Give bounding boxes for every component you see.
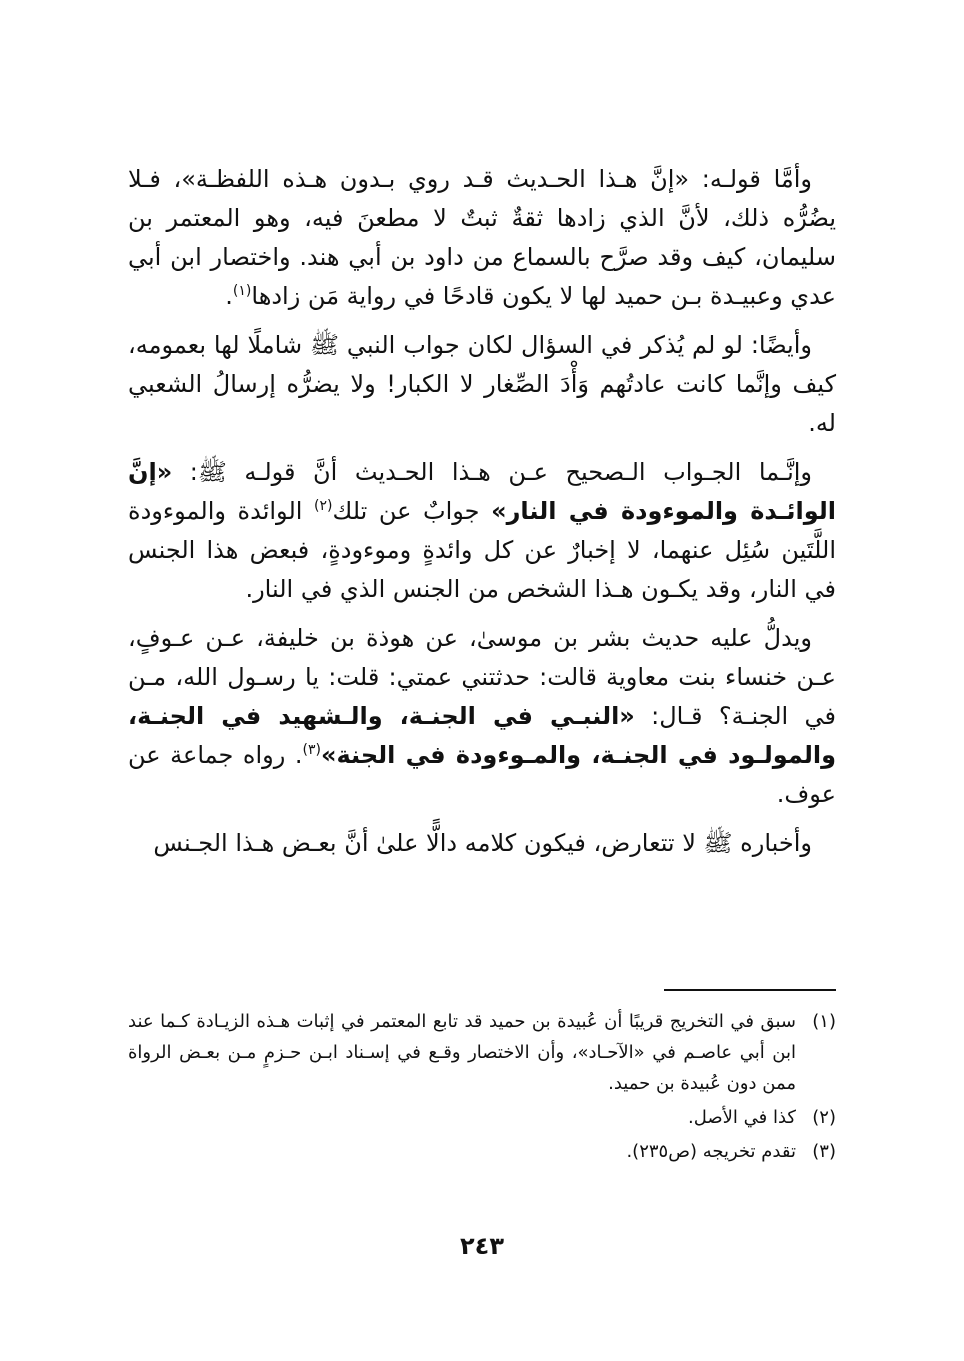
footnote-2-number: (٢) [812,1107,836,1128]
footnote-1-text: سبق في التخريج قريبًا أن عُبيدة بن حميد قد تابع المعتمر في إثبات هـذه الزيـادة كـما عند ابن أبي عاصـم في «الآحـاد»، وأن الاختصار وقـع في إسـناد ابـن حـزمٍ مـن بعـض الرواة ممن دون عُبيدة بن حميد. [128,1011,796,1094]
footnote-ref-1: (١) [232,283,252,299]
paragraph-3 [128,453,836,609]
footnote-1 [128,1006,836,1099]
paragraph-5-text: وأخباره ﷺ لا تتعارض، فيكون كلامه دالًّا علىٰ أنَّ بعـض هـذا الجـنس [153,829,812,857]
paragraph-1 [128,160,836,316]
footnote-3-text: تقدم تخريجه (ص٢٣٥). [626,1141,796,1162]
paragraph-2 [128,326,836,443]
footnote-ref-2: (٢) [314,498,333,514]
footnote-2 [128,1102,836,1133]
paragraph-4 [128,619,836,814]
footnote-3-number: (٣) [812,1141,836,1162]
hadith-quote-1: «إنَّ الوائـدة والموءودة في النار» [128,458,837,525]
paragraph-3-text-b: جوابٌ عن تلك [332,497,492,525]
paragraph-2-text: وأيضًا: لو لم يُذكر في السؤال لكان جواب النبي ﷺ شاملًا لها بعمومه، كيف وإنَّما كانت عادتُهم وَأْدَ الصِّغار لا الكبار! ولا يضرُّه إرسالُ الشعبي له. [128,331,836,437]
footnote-1-number: (١) [812,1011,836,1032]
footnote-ref-3: (٣) [302,742,321,758]
page-number: ٢٤٣ [460,1232,504,1260]
paragraph-4-text-b: . رواه جماعة عن عوف. [128,741,836,808]
paragraph-5 [128,824,836,863]
paragraph-1-end: . [225,282,233,310]
hadith-quote-2: «النبـي في الجنـة، والـشهيد في الجنـة، والمولـود في الجنـة، والمـوءودة في الجنة» [128,702,836,769]
paragraph-3-text-a: وإنَّـما الجـواب الـصحيح عـن هـذا الحـديث أنَّ قولـه ﷺ: [172,458,812,486]
paragraph-3-text-c: الوائدة والموءودة اللَّتَين سُئِل عنهما، لا إخبارٌ عن كل وائدةٍ وموءودةٍ، فبعض هذا الجنس في النار، وقد يكـون هـذا الشخص من الجنس الذي في النار. [128,497,836,603]
footnotes-section [128,1006,836,1170]
paragraph-1-text: وأمَّا قولـه: «إنَّ هـذا الحـديث قـد روي بـدون هـذه اللفظـة»، فـلا يضُرُّه ذلك، لأنَّ الذي زادها ثقةٌ ثبتٌ لا مطعنَ فيه، وهو المعتمر بن سليمان، كيف وقد صرَّح بالسماع من داود بن أبي هند. واختصار ابن أبي عدي وعبيـدة بـن حميد لها لا يكون قادحًا في رواية مَن زادها [128,165,836,310]
footnote-separator [664,989,836,991]
footnote-2-text: كذا في الأصل. [688,1107,796,1128]
footnote-3 [128,1136,836,1167]
main-text-block [128,160,836,863]
paragraph-4-text-a: ويدلُّ عليه حديث بشر بن موسىٰ، عن هوذة بن خليفة، عـن عـوفٍ، عـن خنساء بنت معاوية قالت: حدثتني عمتي: قلت: يا رسـول الله، مـن في الجنـة؟ قـال: [128,624,836,730]
